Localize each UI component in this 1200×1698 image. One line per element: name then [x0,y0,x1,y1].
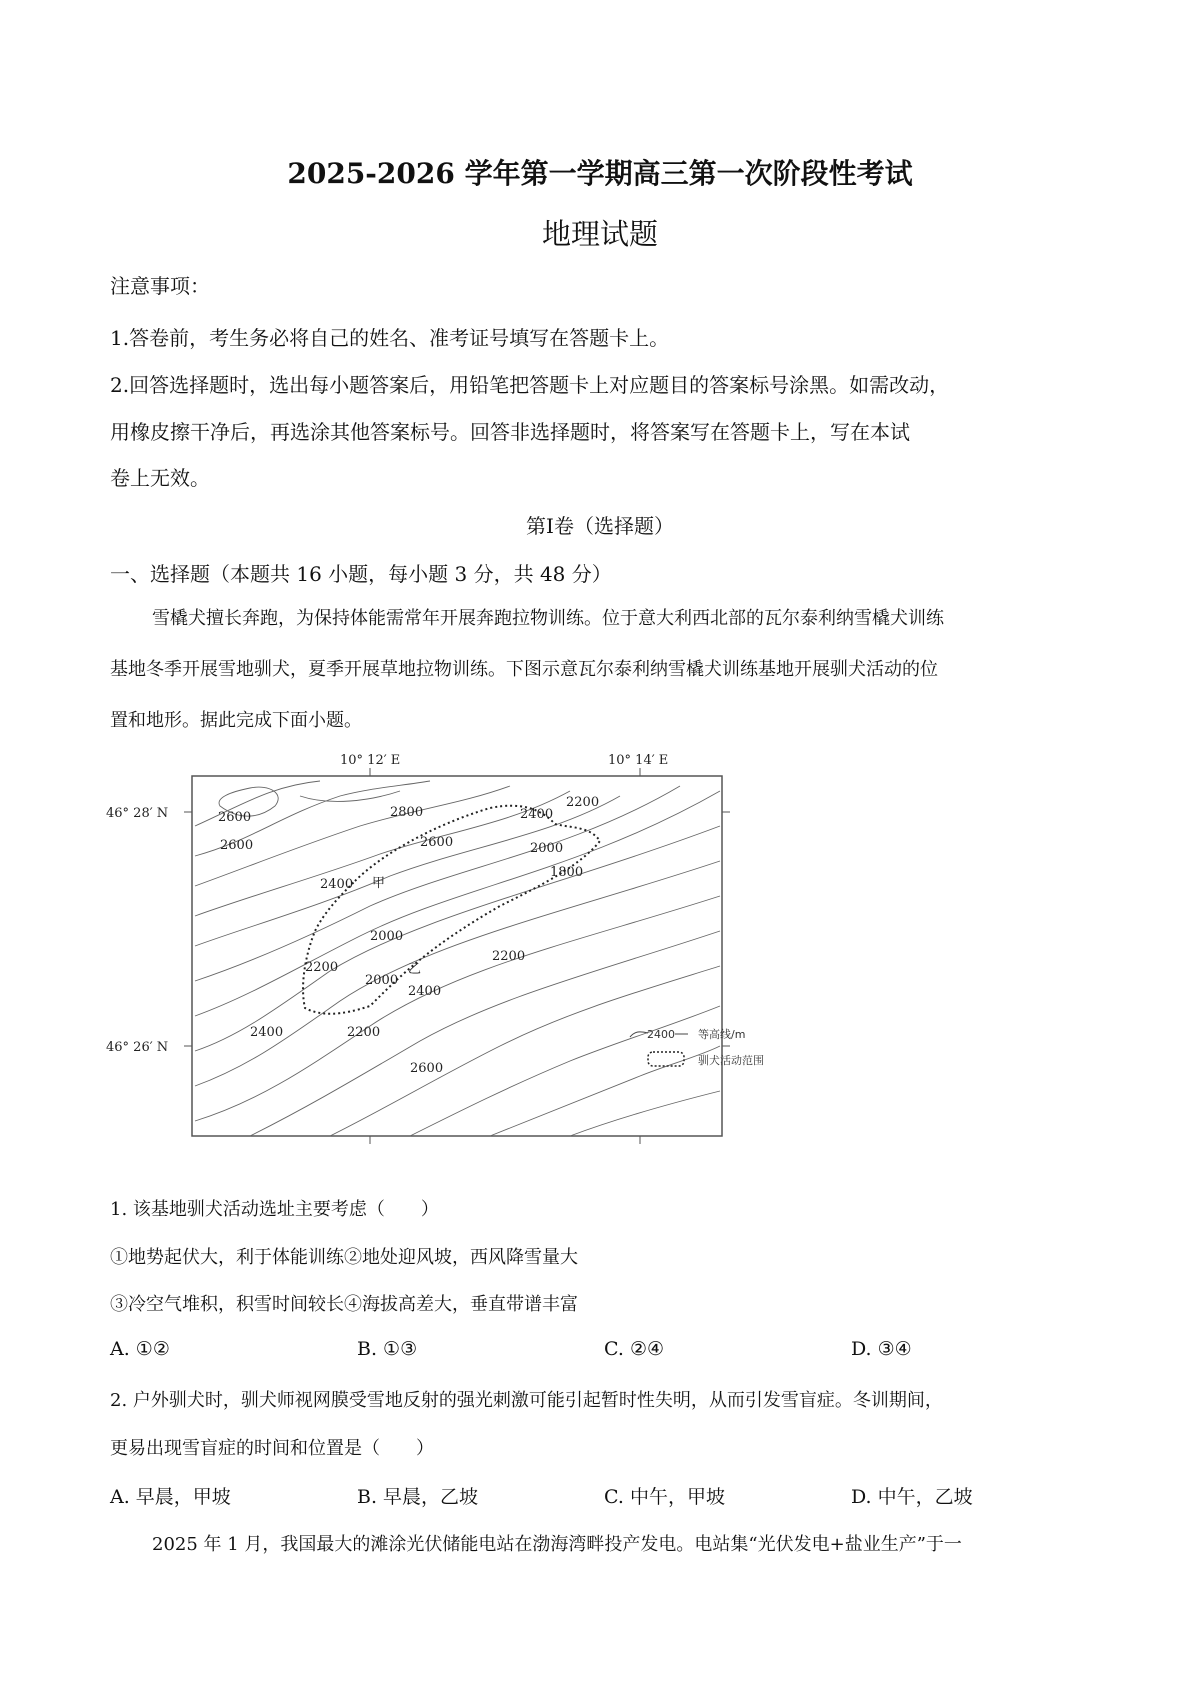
q1-option-a[interactable]: A. ①② [110,1338,170,1360]
legend-area-text: 驯犬活动范围 [698,1054,764,1067]
notice-item-1: 1.答卷前，考生务必将自己的姓名、准考证号填写在答题卡上。 [110,326,670,350]
svg-text:2200: 2200 [347,1025,381,1040]
svg-text:2400: 2400 [250,1025,284,1040]
svg-text:2200: 2200 [305,960,339,975]
svg-text:2200: 2200 [492,949,526,964]
q1-option-b[interactable]: B. ①③ [357,1338,418,1360]
svg-text:乙: 乙 [408,962,422,977]
svg-text:2200: 2200 [566,795,600,810]
svg-text:2600: 2600 [220,838,254,853]
passage-2-line-1: 2025 年 1 月，我国最大的滩涂光伏储能电站在渤海湾畔投产发电。电站集“光伏发电+盐业生产”于一 [152,1534,962,1555]
q1-option-c[interactable]: C. ②④ [604,1338,665,1360]
passage-1-line-2: 基地冬季开展雪地驯犬，夏季开展草地拉物训练。下图示意瓦尔泰利纳雪橇犬训练基地开展驯犬活动的位 [110,659,938,680]
svg-text:2000: 2000 [370,929,404,944]
lat-label-top: 46° 28′ N [106,806,169,821]
q2-stem-line-2: 更易出现雪盲症的时间和位置是（ ） [110,1438,434,1459]
part-heading: 一、选择题（本题共 16 小题，每小题 3 分，共 48 分） [110,562,612,586]
lon-label-left: 10° 12′ E [340,753,401,768]
legend-contour-value: 2400 [647,1028,675,1041]
q2-option-c[interactable]: C. 中午，甲坡 [604,1486,725,1508]
q2-option-a[interactable]: A. 早晨，甲坡 [110,1486,231,1508]
q1-option-d[interactable]: D. ③④ [851,1338,912,1360]
legend-contour-text: 等高线/m [698,1028,746,1041]
notice-item-2-line-1: 2.回答选择题时，选出每小题答案后，用铅笔把答题卡上对应题目的答案标号涂黑。如需改动， [110,373,950,397]
svg-text:2400: 2400 [320,877,354,892]
contour-lines [195,781,720,1136]
svg-text:2000: 2000 [530,841,564,856]
q2-option-b[interactable]: B. 早晨，乙坡 [357,1486,479,1508]
svg-text:甲: 甲 [372,876,386,891]
svg-text:2000: 2000 [365,973,399,988]
volume-heading: 第Ⅰ卷（选择题） [526,514,674,538]
q1-statement-line-1: ①地势起伏大，利于体能训练②地处迎风坡，西风降雪量大 [110,1247,578,1268]
svg-text:2600: 2600 [410,1061,444,1076]
q1-stem: 1. 该基地驯犬活动选址主要考虑（ ） [110,1199,439,1220]
passage-1-line-1: 雪橇犬擅长奔跑，为保持体能需常年开展奔跑拉物训练。位于意大利西北部的瓦尔泰利纳雪橇犬训练 [152,608,944,629]
q2-option-d[interactable]: D. 中午，乙坡 [851,1486,973,1508]
svg-text:2600: 2600 [218,810,252,825]
map-legend [630,1027,764,1067]
exam-subtitle: 地理试题 [541,217,658,251]
notice-heading: 注意事项： [110,274,210,298]
passage-1-line-3: 置和地形。据此完成下面小题。 [110,710,362,731]
q1-statement-line-2: ③冷空气堆积，积雪时间较长④海拔高差大，垂直带谱丰富 [110,1294,578,1315]
svg-text:1800: 1800 [550,865,584,880]
notice-item-2-line-3: 卷上无效。 [110,466,210,490]
svg-text:2600: 2600 [420,835,454,850]
notice-item-2-line-2: 用橡皮擦干净后，再选涂其他答案标号。回答非选择题时，将答案写在答题卡上，写在本试 [110,420,910,444]
svg-text:2400: 2400 [520,807,554,822]
svg-text:2400: 2400 [408,984,442,999]
lat-label-bottom: 46° 26′ N [106,1040,169,1055]
contour-value-labels [218,795,599,1076]
exam-title: 2025-2026 学年第一学期高三第一次阶段性考试 [287,157,913,190]
svg-text:2800: 2800 [390,805,424,820]
q2-stem-line-1: 2. 户外驯犬时，驯犬师视网膜受雪地反射的强光刺激可能引起暂时性失明，从而引发雪盲症。冬训期间， [110,1390,943,1411]
lon-label-right: 10° 14′ E [608,753,669,768]
legend-contour-symbol [630,1032,648,1037]
contour-map [100,746,900,1166]
legend-area-symbol [648,1052,684,1066]
